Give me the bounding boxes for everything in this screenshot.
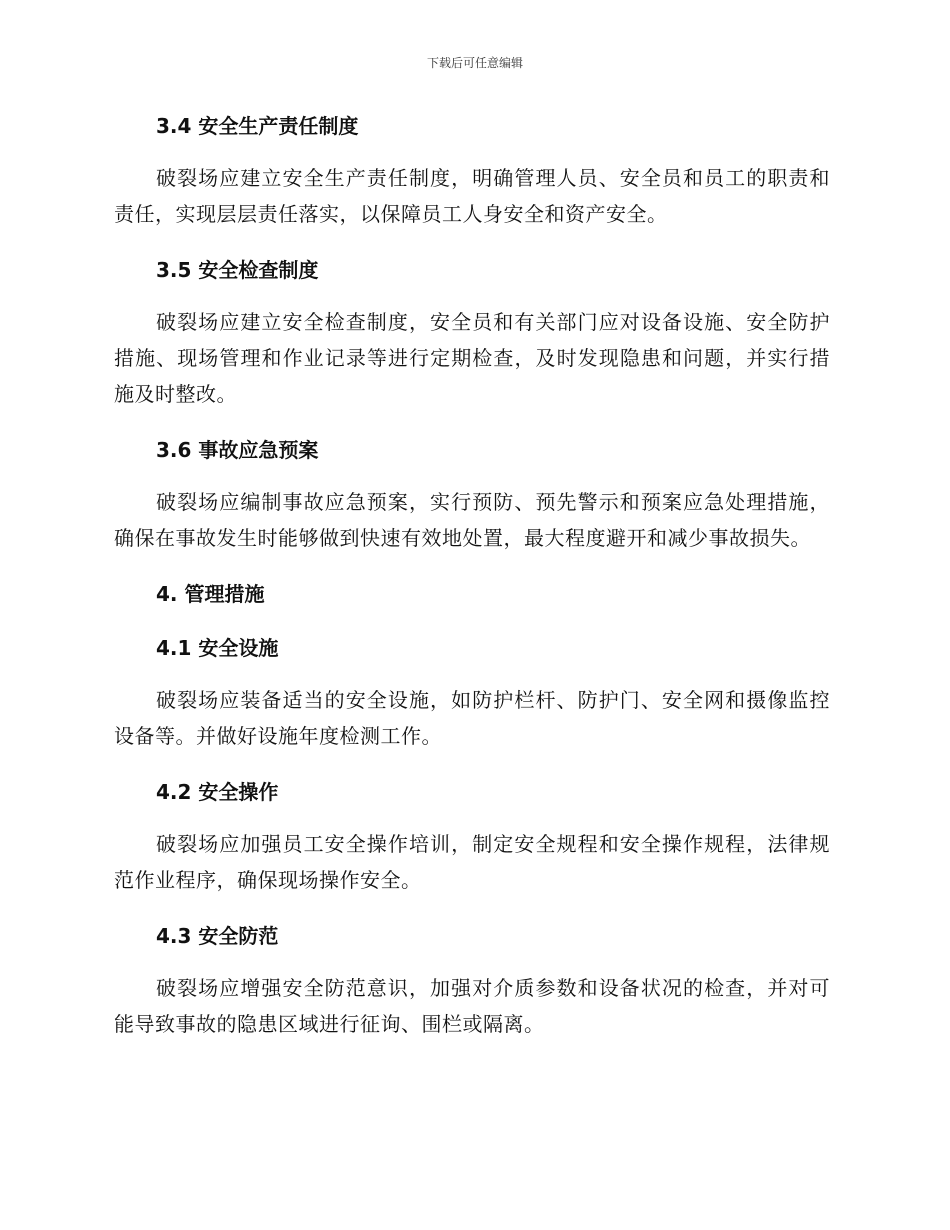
- section-paragraph: 破裂场应增强安全防范意识，加强对介质参数和设备状况的检查，并对可能导致事故的隐患区域进行征询、围栏或隔离。: [114, 976, 830, 1036]
- section-paragraph: 破裂场应建立安全生产责任制度，明确管理人员、安全员和员工的职责和责任，实现层层责任落实，以保障员工人身安全和资产安全。: [114, 166, 830, 226]
- document-body: [114, 106, 830, 1042]
- section-heading: 4.3 安全防范: [156, 924, 279, 948]
- section-heading: 3.4 安全生产责任制度: [156, 114, 359, 138]
- header-note: 下载后可任意编辑: [426, 56, 523, 70]
- section-paragraph: 破裂场应建立安全检查制度，安全员和有关部门应对设备设施、安全防护措施、现场管理和作业记录等进行定期检查，及时发现隐患和问题，并实行措施及时整改。: [114, 310, 830, 406]
- section-paragraph: 破裂场应装备适当的安全设施，如防护栏杆、防护门、安全网和摄像监控设备等。并做好设施年度检测工作。: [114, 688, 830, 748]
- section-paragraph: 破裂场应加强员工安全操作培训，制定安全规程和安全操作规程，法律规范作业程序，确保现场操作安全。: [114, 832, 830, 892]
- section-heading: 4.1 安全设施: [156, 636, 279, 660]
- section-paragraph: 破裂场应编制事故应急预案，实行预防、预先警示和预案应急处理措施，确保在事故发生时能够做到快速有效地处置，最大程度避开和减少事故损失。: [114, 490, 830, 550]
- section-heading: 3.6 事故应急预案: [156, 438, 319, 462]
- section-heading: 4.2 安全操作: [156, 780, 279, 804]
- chapter-heading: 4. 管理措施: [156, 582, 265, 606]
- section-heading: 3.5 安全检查制度: [156, 258, 319, 282]
